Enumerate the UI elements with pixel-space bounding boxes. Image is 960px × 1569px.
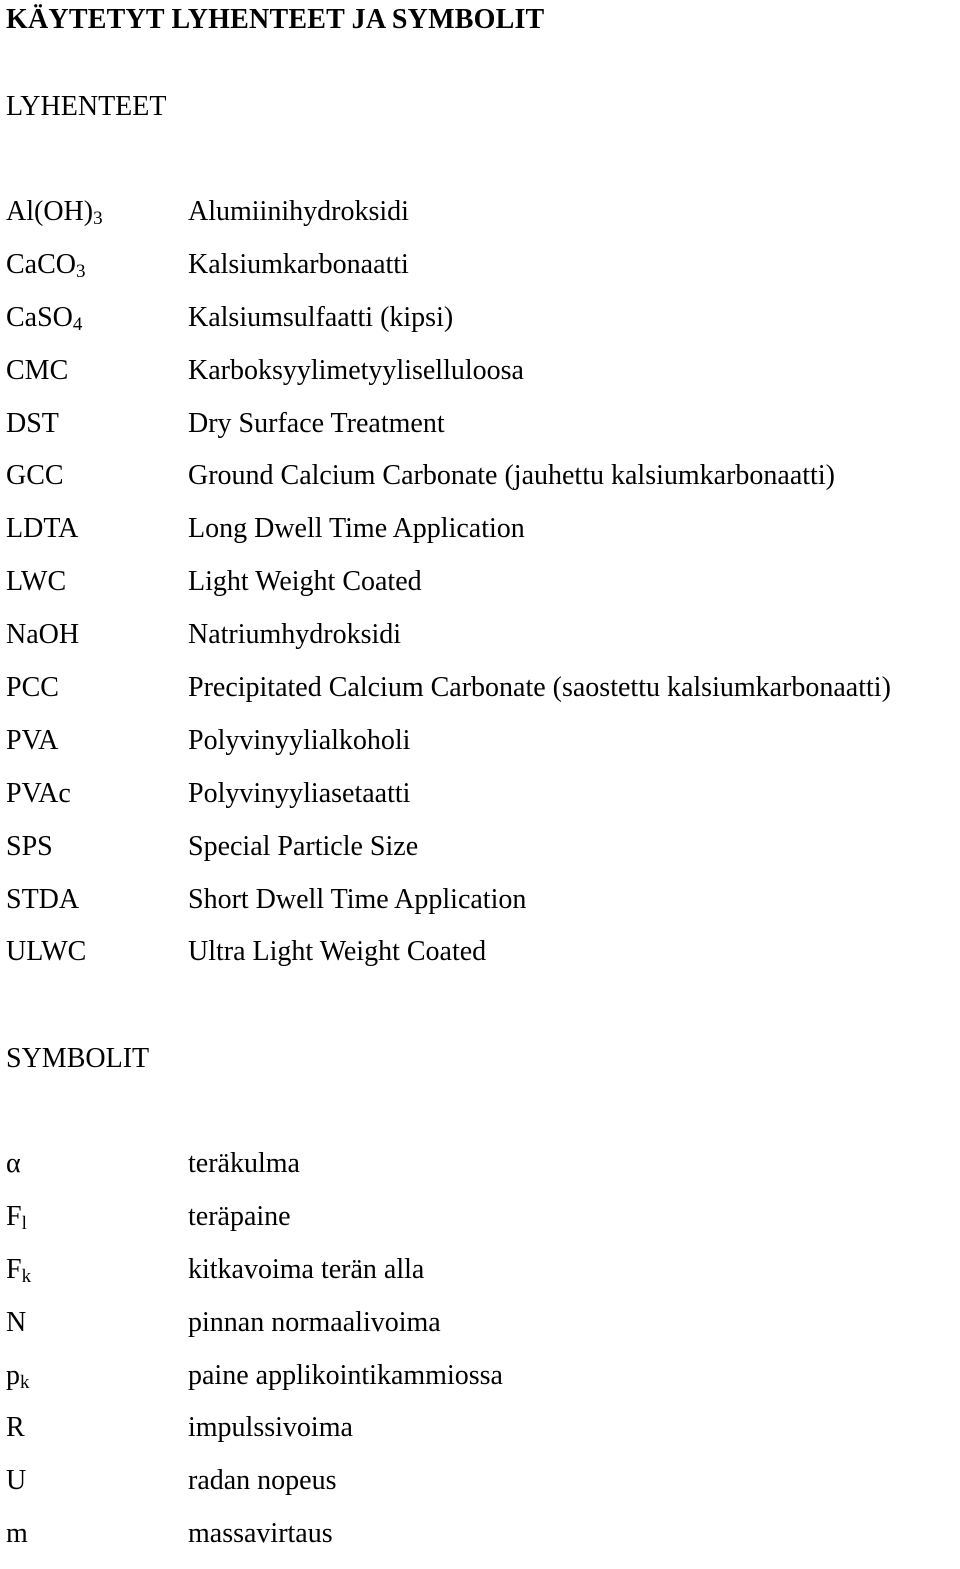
symbol-definition: teräkulma: [188, 1148, 300, 1179]
abbreviation-term: PCC: [6, 672, 59, 704]
abbreviation-row: [6, 882, 891, 935]
abbreviation-definition: Kalsiumsulfaatti (kipsi): [188, 301, 454, 333]
abbreviation-definition: Natriumhydroksidi: [188, 619, 402, 651]
abbreviation-row: [6, 247, 891, 300]
abbreviation-term: SPS: [6, 830, 53, 862]
abbreviation-definition: Polyvinyylialkoholi: [188, 724, 411, 756]
abbreviation-definition: Precipitated Calcium Carbonate (saostettu kalsiumkarbonaatti): [188, 672, 891, 704]
abbreviation-term: LDTA: [6, 513, 79, 545]
symbol-definition: radan nopeus: [188, 1465, 337, 1497]
abbreviation-definition: Light Weight Coated: [188, 566, 422, 598]
symbol-row: [6, 1410, 503, 1463]
symbol-row: [6, 1305, 503, 1358]
symbol-row: [6, 1146, 503, 1199]
abbreviation-term: LWC: [6, 566, 67, 598]
abbreviation-row: [6, 300, 891, 353]
abbreviation-row: [6, 406, 891, 459]
abbreviation-term: DST: [6, 407, 59, 439]
abbreviation-definition: Dry Surface Treatment: [188, 407, 445, 439]
abbreviations-heading: LYHENTEET: [6, 91, 167, 122]
symbol-term: m: [6, 1518, 28, 1550]
abbreviation-definition: Karboksyylimetyyliselluloosa: [188, 354, 524, 386]
abbreviation-definition: Ground Calcium Carbonate (jauhettu kalsiumkarbonaatti): [188, 460, 835, 492]
abbreviation-term: NaOH: [6, 619, 80, 651]
abbreviation-row: [6, 564, 891, 617]
symbol-term: $F_k$: [6, 1253, 32, 1287]
symbol-definition: massavirtaus: [188, 1518, 333, 1550]
abbreviation-term: STDA: [6, 883, 80, 915]
abbreviation-row: [6, 617, 891, 670]
symbol-definition: pinnan normaalivoima: [188, 1306, 441, 1338]
symbol-term: U: [6, 1465, 27, 1497]
abbreviation-term: PVAc: [6, 777, 71, 809]
abbreviation-term: $Al(OH)_3$: [6, 196, 103, 229]
abbreviation-term: CaSO$_4$: [6, 301, 83, 335]
symbol-definition: paine applikointikammiossa: [188, 1359, 503, 1391]
symbol-row: [6, 1463, 503, 1516]
abbreviation-row: [6, 829, 891, 882]
abbreviation-definition: Long Dwell Time Application: [188, 513, 525, 545]
abbreviation-row: [6, 776, 891, 829]
symbol-row: [6, 1358, 503, 1411]
symbols-heading: SYMBOLIT: [6, 1043, 150, 1074]
abbreviation-row: [6, 511, 891, 564]
abbreviations-list: [6, 194, 891, 987]
symbol-row: [6, 1252, 503, 1305]
symbol-term: $p_k$: [6, 1359, 30, 1393]
symbol-definition: kitkavoima terän alla: [188, 1253, 425, 1285]
symbol-row: [6, 1516, 503, 1569]
abbreviation-definition: Alumiinihydroksidi: [188, 196, 409, 227]
page-title: KÄYTETYT LYHENTEET JA SYMBOLIT: [6, 4, 545, 35]
abbreviation-row: [6, 353, 891, 406]
symbols-list: [6, 1146, 503, 1569]
abbreviation-definition: Short Dwell Time Application: [188, 883, 527, 915]
abbreviation-term: ULWC: [6, 936, 87, 968]
abbreviation-definition: Special Particle Size: [188, 830, 419, 862]
abbreviation-term: GCC: [6, 460, 64, 492]
symbol-row: [6, 1199, 503, 1252]
abbreviation-definition: Kalsiumkarbonaatti: [188, 248, 409, 280]
symbol-definition: impulssivoima: [188, 1412, 353, 1444]
abbreviation-row: [6, 723, 891, 776]
abbreviation-row: [6, 458, 891, 511]
abbreviation-row: [6, 934, 891, 987]
symbol-term: N: [6, 1306, 27, 1338]
abbreviation-definition: Polyvinyyliasetaatti: [188, 777, 411, 809]
abbreviation-term: PVA: [6, 724, 59, 756]
symbol-term: $F_l$: [6, 1200, 27, 1234]
abbreviation-row: [6, 194, 891, 247]
abbreviation-row: [6, 670, 891, 723]
abbreviation-definition: Ultra Light Weight Coated: [188, 936, 487, 968]
symbol-definition: teräpaine: [188, 1200, 291, 1232]
symbol-term: R: [6, 1412, 25, 1444]
symbol-term: α: [6, 1148, 21, 1179]
abbreviation-term: CMC: [6, 354, 69, 386]
abbreviation-term: CaCO$_3$: [6, 248, 86, 282]
